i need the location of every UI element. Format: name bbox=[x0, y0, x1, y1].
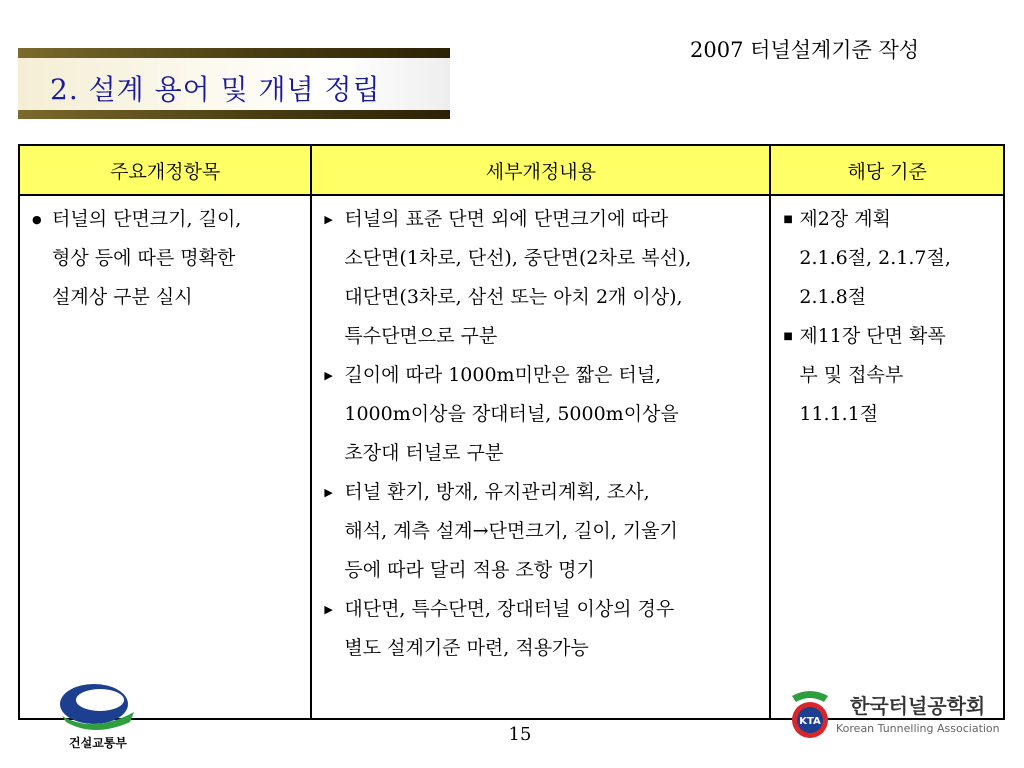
title-band bbox=[18, 48, 450, 120]
text-line: 제11장 단면 확폭 bbox=[799, 325, 946, 347]
page-number: 15 bbox=[508, 724, 532, 745]
black-square-icon: ■ bbox=[783, 214, 793, 225]
document-subtitle: 2007 터널설계기준 작성 bbox=[690, 38, 920, 62]
header-standard: 해당 기준 bbox=[770, 145, 1004, 195]
text-line: 별도 설계기준 마련, 적용가능 bbox=[344, 637, 589, 659]
text-line: 대단면(3차로, 삼선 또는 아치 2개 이상), bbox=[344, 286, 683, 308]
black-right-triangle-icon: ▶ bbox=[324, 213, 333, 226]
text-line: 11.1.1절 bbox=[799, 403, 879, 425]
table-header-row bbox=[19, 145, 1004, 195]
text-line: 형상 등에 따른 명확한 bbox=[52, 247, 236, 269]
kta-english-name: Korean Tunnelling Association bbox=[836, 722, 1000, 735]
text-line: 부 및 접속부 bbox=[799, 364, 904, 386]
ministry-emblem-icon bbox=[48, 682, 148, 734]
list-item bbox=[783, 200, 997, 317]
list-item bbox=[324, 356, 765, 473]
text-line: 터널의 단면크기, 길이, bbox=[52, 208, 242, 230]
text-line: 소단면(1차로, 단선), 중단면(2차로 복선), bbox=[344, 247, 692, 269]
text-line: 대단면, 특수단면, 장대터널 이상의 경우 bbox=[344, 598, 675, 620]
cell-main-items bbox=[19, 195, 311, 719]
cell-details bbox=[311, 195, 770, 719]
text-line: 터널 환기, 방재, 유지관리계획, 조사, bbox=[344, 481, 650, 503]
text-line: 1000m이상을 장대터널, 5000m이상을 bbox=[344, 403, 679, 425]
black-circle-icon: ● bbox=[32, 213, 42, 226]
revision-table bbox=[18, 144, 1005, 720]
title-bar-top bbox=[18, 48, 450, 58]
title-bar-bottom bbox=[18, 110, 450, 119]
kta-emblem-icon bbox=[786, 688, 834, 740]
list-item bbox=[783, 317, 997, 434]
text-line: 길이에 따라 1000m미만은 짧은 터널, bbox=[344, 364, 662, 386]
black-right-triangle-icon: ▶ bbox=[324, 369, 333, 382]
text-line: 2.1.8절 bbox=[799, 286, 867, 308]
text-line: 특수단면으로 구분 bbox=[344, 325, 498, 347]
list-item bbox=[324, 590, 765, 668]
header-details: 세부개정내용 bbox=[311, 145, 770, 195]
list-item bbox=[324, 473, 765, 590]
black-right-triangle-icon: ▶ bbox=[324, 603, 333, 616]
text-line: 터널의 표준 단면 외에 단면크기에 따라 bbox=[344, 208, 669, 230]
header-main-items: 주요개정항목 bbox=[19, 145, 311, 195]
ministry-logo-text: 건설교통부 bbox=[69, 736, 127, 750]
text-line: 초장대 터널로 구분 bbox=[344, 442, 504, 464]
kta-logo bbox=[786, 688, 1018, 744]
text-line: 설계상 구분 실시 bbox=[52, 286, 193, 308]
table-row bbox=[19, 195, 1004, 719]
text-line: 등에 따라 달리 적용 조항 명기 bbox=[344, 559, 595, 581]
ministry-logo bbox=[48, 682, 148, 754]
cell-standard bbox=[770, 195, 1004, 719]
text-line: 제2장 계획 bbox=[799, 208, 891, 230]
text-line: 2.1.6절, 2.1.7절, bbox=[799, 247, 951, 269]
black-square-icon: ■ bbox=[783, 331, 793, 342]
kta-badge-text: KTA bbox=[799, 716, 821, 727]
text-line: 해석, 계측 설계→단면크기, 길이, 기울기 bbox=[344, 520, 678, 542]
list-item bbox=[324, 200, 765, 356]
list-item bbox=[32, 200, 304, 317]
page-title: 2. 설계 용어 및 개념 정립 bbox=[50, 73, 381, 106]
black-right-triangle-icon: ▶ bbox=[324, 486, 333, 499]
kta-name: 한국터널공학회 bbox=[850, 694, 986, 718]
